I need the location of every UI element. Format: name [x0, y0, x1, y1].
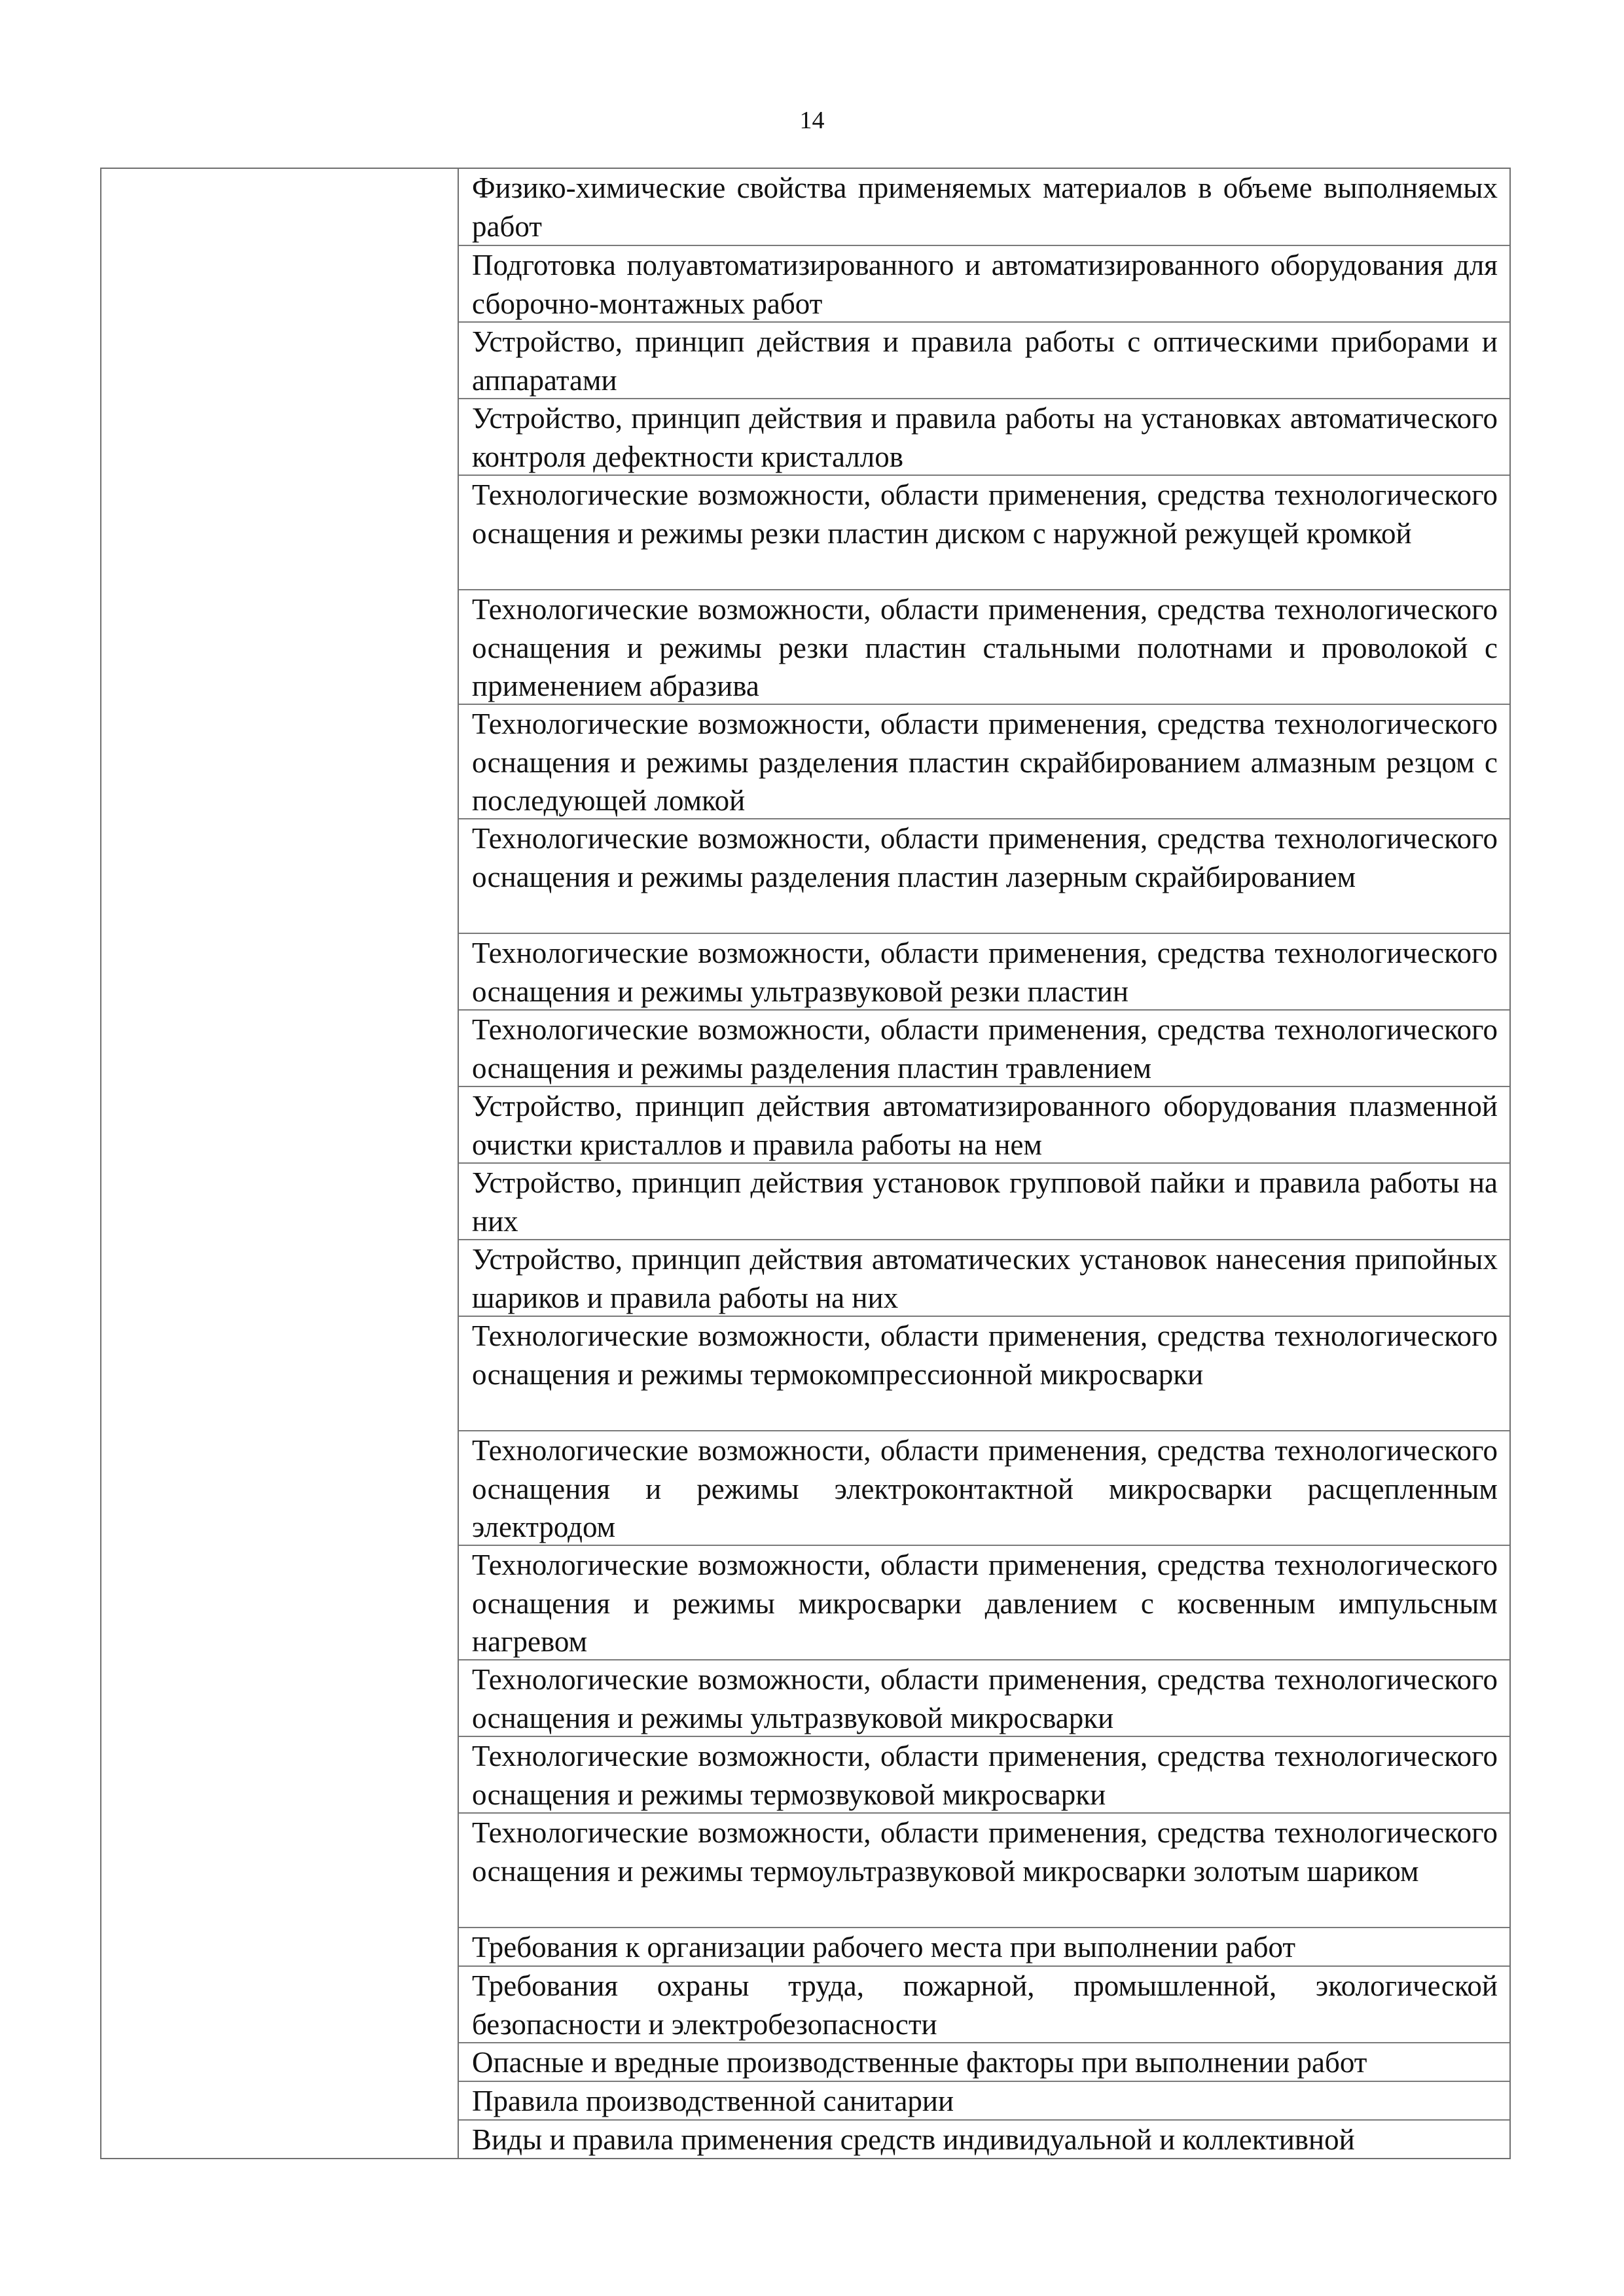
- table-row: Физико-химические свойства применяемых материалов в объеме выполняемых работ: [459, 169, 1509, 246]
- table-row: Требования охраны труда, пожарной, промышленной, экологической безопасности и электробезопасности: [459, 1967, 1509, 2043]
- table-row: Устройство, принцип действия и правила работы с оптическими приборами и аппаратами: [459, 323, 1509, 399]
- table-row: Виды и правила применения средств индивидуальной и коллективной: [472, 2123, 1355, 2156]
- table-row: Технологические возможности, области применения, средства технологического оснащения и режимы электроконтактной микросварки расщепленным электродом: [459, 1431, 1509, 1546]
- table-row: Технологические возможности, области применения, средства технологического оснащения и режимы ультразвуковой микросварки: [459, 1660, 1509, 1737]
- table-row: Технологические возможности, области применения, средства технологического оснащения и режимы термозвуковой микросварки: [459, 1737, 1509, 1814]
- table-row: Устройство, принцип действия автоматических установок нанесения припойных шариков и правила работы на них: [459, 1240, 1509, 1317]
- table-row: Технологические возможности, области применения, средства технологического оснащения и режимы микросварки давлением с косвенным импульсным нагревом: [459, 1546, 1509, 1660]
- table-left-cell: [101, 169, 459, 2158]
- table-right-column: [459, 169, 1509, 2158]
- table-row: Технологические возможности, области применения, средства технологического оснащения и режимы резки пластин диском с наружной режущей кромкой: [459, 476, 1509, 590]
- table-row: Правила производственной санитарии: [459, 2082, 1509, 2121]
- table-row: Технологические возможности, области применения, средства технологического оснащения и режимы ультразвуковой резки пластин: [459, 934, 1509, 1011]
- table-row: Устройство, принцип действия установок групповой пайки и правила работы на них: [459, 1164, 1509, 1240]
- table-row: Технологические возможности, области применения, средства технологического оснащения и режимы термокомпрессионной микросварки: [459, 1317, 1509, 1431]
- table-row: Технологические возможности, области применения, средства технологического оснащения и режимы термоультразвуковой микросварки золотым шариком: [459, 1814, 1509, 1928]
- table-row: Подготовка полуавтоматизированного и автоматизированного оборудования для сборочно-монтажных работ: [459, 246, 1509, 323]
- table-row: Устройство, принцип действия автоматизированного оборудования плазменной очистки кристаллов и правила работы на нем: [459, 1087, 1509, 1164]
- requirements-table: [100, 168, 1511, 2159]
- table-row: Устройство, принцип действия и правила работы на установках автоматического контроля дефектности кристаллов: [459, 399, 1509, 476]
- table-row: Технологические возможности, области применения, средства технологического оснащения и режимы разделения пластин лазерным скрайбированием: [459, 819, 1509, 934]
- table-row: Опасные и вредные производственные факторы при выполнении работ: [459, 2043, 1509, 2082]
- page-number: 14: [799, 107, 825, 134]
- table-row: Технологические возможности, области применения, средства технологического оснащения и режимы разделения пластин скрайбированием алмазным резцом с последующей ломкой: [459, 705, 1509, 819]
- table-row: Технологические возможности, области применения, средства технологического оснащения и режимы резки пластин стальными полотнами и проволокой с применением абразива: [459, 590, 1509, 705]
- table-row: Требования к организации рабочего места при выполнении работ: [459, 1928, 1509, 1967]
- table-row: Технологические возможности, области применения, средства технологического оснащения и режимы разделения пластин травлением: [459, 1011, 1509, 1087]
